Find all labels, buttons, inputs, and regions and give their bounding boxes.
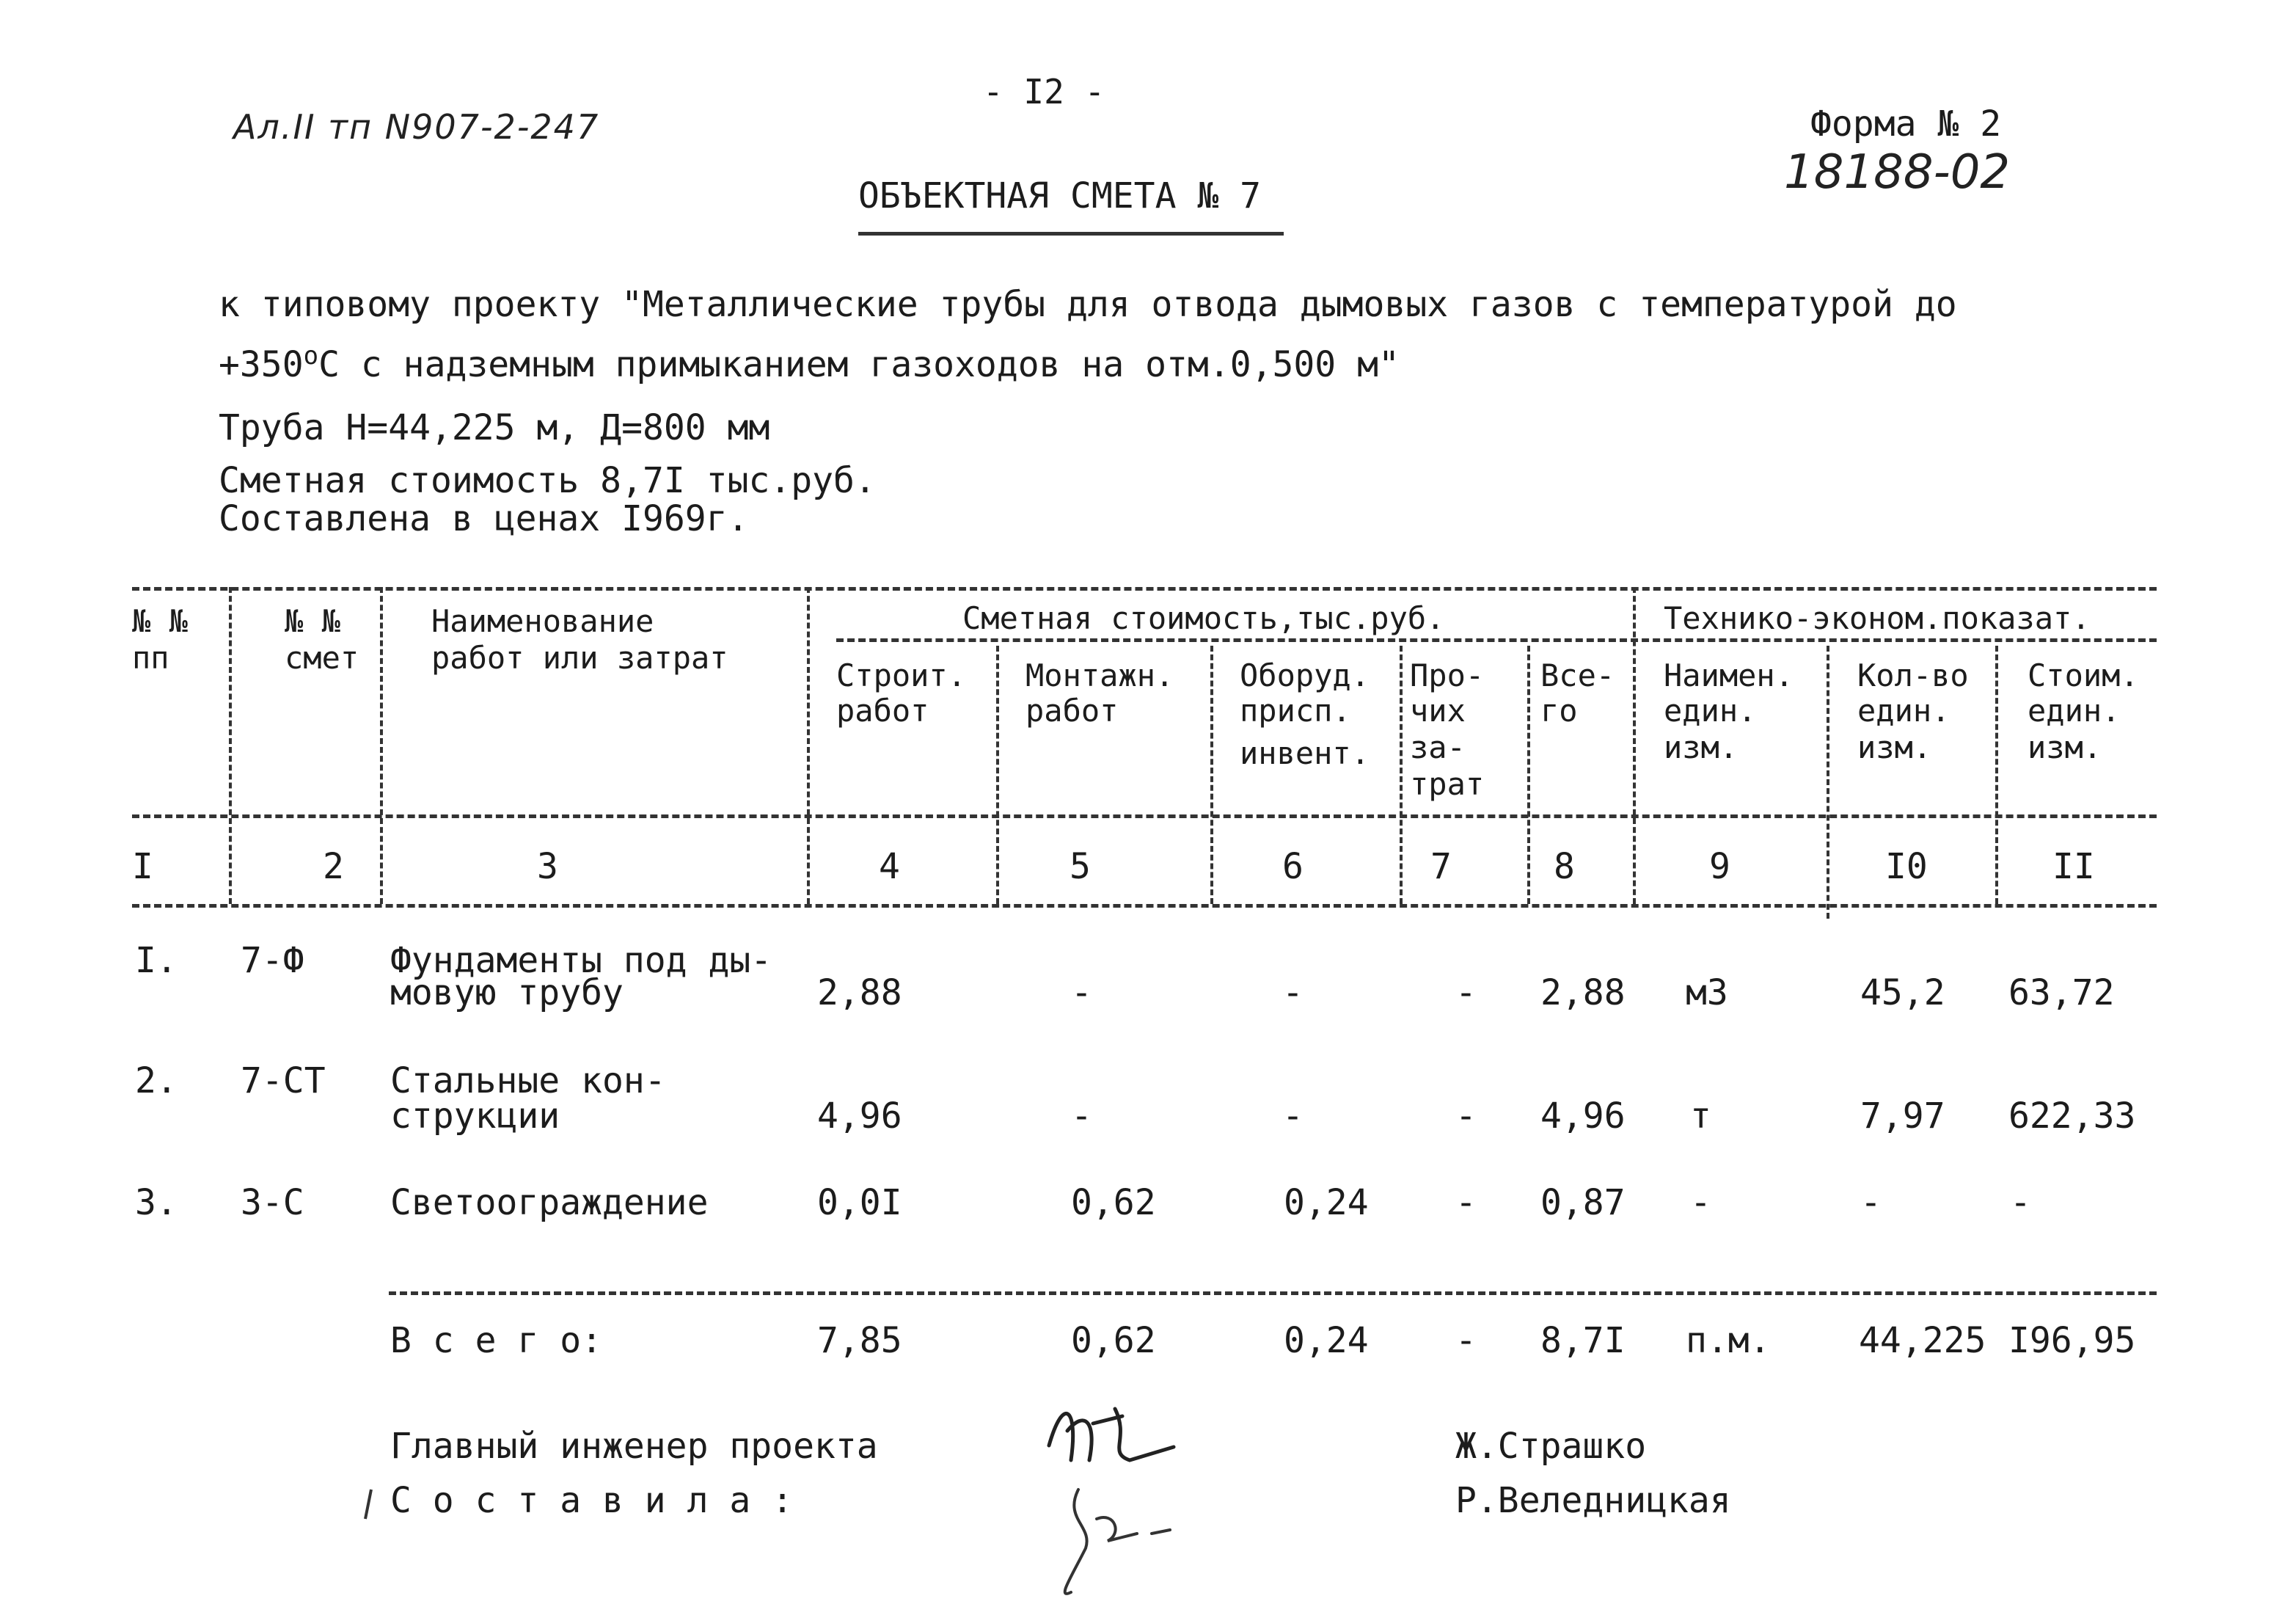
table-row-code: 7-СТ bbox=[241, 1060, 326, 1101]
table-row-name: Фундаменты под ды- bbox=[390, 940, 772, 981]
header-col7-l1: Про- bbox=[1410, 657, 1485, 693]
table-row-num: 3. bbox=[135, 1182, 178, 1223]
chief-engineer-name: Ж.Страшко bbox=[1455, 1426, 1647, 1467]
table-cell-mount: - bbox=[1071, 1096, 1092, 1137]
total-other: - bbox=[1455, 1320, 1477, 1361]
column-number: I0 bbox=[1885, 846, 1928, 887]
column-number: 8 bbox=[1554, 846, 1575, 887]
table-cell-unit: - bbox=[1690, 1182, 1711, 1223]
header-group-cost: Сметная стоимость,тыс.руб. bbox=[962, 600, 1445, 636]
table-row-name: мовую трубу bbox=[390, 972, 624, 1013]
column-number: 5 bbox=[1070, 846, 1091, 887]
col-sep bbox=[807, 587, 810, 904]
compiled-label: С о с т а в и л а : bbox=[390, 1480, 794, 1521]
header-col6-l1: Оборуд. bbox=[1240, 657, 1370, 693]
total-build: 7,85 bbox=[817, 1320, 902, 1361]
title-underline bbox=[858, 232, 1284, 236]
header-col10-l1: Кол-во bbox=[1857, 657, 1969, 693]
header-col9-l3: изм. bbox=[1664, 729, 1739, 765]
header-col11-l1: Стоим. bbox=[2028, 657, 2139, 693]
degree-mark: о bbox=[303, 341, 319, 371]
total-sum: 8,7I bbox=[1540, 1320, 1626, 1361]
table-row-num: I. bbox=[135, 940, 178, 981]
total-unit-cost: I96,95 bbox=[2008, 1320, 2136, 1361]
header-col7-l4: трат bbox=[1410, 766, 1485, 802]
header-col7-l3: за- bbox=[1410, 729, 1466, 765]
handwritten-signature bbox=[1027, 1379, 1218, 1600]
header-group-tech: Технико-эконом.показат. bbox=[1664, 600, 2091, 636]
header-col6-l3: инвент. bbox=[1240, 735, 1370, 771]
group-header-rule bbox=[836, 638, 2157, 642]
header-col3-l2: работ или затрат bbox=[431, 640, 728, 676]
col-sep bbox=[996, 646, 999, 904]
table-cell-equip: - bbox=[1282, 1096, 1304, 1137]
table-row-name: струкции bbox=[390, 1096, 560, 1137]
prices-year: Составлена в ценах I969г. bbox=[219, 498, 749, 539]
table-cell-qty: - bbox=[1860, 1182, 1882, 1223]
col-sep bbox=[1827, 646, 1829, 919]
table-row-code: 7-Ф bbox=[241, 940, 304, 981]
chief-engineer-label: Главный инженер проекта bbox=[390, 1426, 878, 1467]
table-cell-unit-cost: 63,72 bbox=[2008, 972, 2115, 1013]
header-col2-l1: № № bbox=[285, 603, 340, 639]
col-sep bbox=[380, 587, 383, 904]
subtitle-rest: С с надземным примыканием газоходов на отм.0,500 м" bbox=[318, 344, 1400, 385]
column-number: 2 bbox=[323, 846, 344, 887]
margin-pen-mark bbox=[361, 1487, 376, 1523]
col-sep bbox=[1527, 646, 1530, 904]
table-cell-unit-cost: 622,33 bbox=[2008, 1096, 2136, 1137]
column-number: 4 bbox=[879, 846, 900, 887]
table-cell-other: - bbox=[1455, 1182, 1477, 1223]
header-col6-l2: присп. bbox=[1240, 693, 1351, 729]
header-col5-l2: работ bbox=[1025, 693, 1119, 729]
header-col7-l2: чих bbox=[1410, 693, 1466, 729]
table-cell-other: - bbox=[1455, 972, 1477, 1013]
table-cell-build: 0,0I bbox=[817, 1182, 902, 1223]
header-col1-l1: № № bbox=[132, 603, 188, 639]
page-number: - I2 - bbox=[983, 72, 1105, 112]
col-sep bbox=[1995, 646, 1998, 904]
header-col4-l2: работ bbox=[836, 693, 929, 729]
header-col5-l1: Монтажн. bbox=[1025, 657, 1174, 693]
table-row-num: 2. bbox=[135, 1060, 178, 1101]
table-cell-total: 4,96 bbox=[1540, 1096, 1626, 1137]
header-col9-l2: един. bbox=[1664, 693, 1757, 729]
handwritten-reference: Ал.II тп N907-2-247 bbox=[233, 107, 600, 147]
header-col8-l1: Все- bbox=[1540, 657, 1615, 693]
col-sep bbox=[1210, 646, 1213, 904]
column-number: II bbox=[2052, 846, 2095, 887]
table-cell-other: - bbox=[1455, 1096, 1477, 1137]
estimated-cost: Сметная стоимость 8,7I тыс.руб. bbox=[219, 460, 876, 501]
form-label: Форма № 2 bbox=[1810, 103, 2002, 145]
total-unit: п.м. bbox=[1686, 1320, 1771, 1361]
total-label: В с е г о: bbox=[390, 1320, 602, 1361]
form-code: 18188-02 bbox=[1784, 145, 2011, 200]
table-cell-unit: т bbox=[1690, 1096, 1711, 1137]
table-cell-build: 4,96 bbox=[817, 1096, 902, 1137]
column-number: 9 bbox=[1709, 846, 1730, 887]
table-row-code: 3-С bbox=[241, 1182, 304, 1223]
table-cell-equip: 0,24 bbox=[1284, 1182, 1369, 1223]
header-col10-l3: изм. bbox=[1857, 729, 1932, 765]
page-title: ОБЪЕКТНАЯ СМЕТА № 7 bbox=[858, 175, 1262, 216]
col-sep bbox=[1400, 646, 1403, 904]
column-number: I bbox=[132, 846, 153, 887]
table-cell-qty: 45,2 bbox=[1860, 972, 1945, 1013]
table-cell-unit: м3 bbox=[1686, 972, 1728, 1013]
subtitle-temp: +350 bbox=[219, 344, 304, 385]
pipe-info: Труба Н=44,225 м, Д=800 мм bbox=[219, 407, 770, 448]
table-cell-unit-cost: - bbox=[2010, 1182, 2031, 1223]
total-equip: 0,24 bbox=[1284, 1320, 1369, 1361]
header-col3-l1: Наименование bbox=[431, 603, 654, 639]
table-row-name: Светоограждение bbox=[390, 1182, 709, 1223]
compiled-name: Р.Веледницкая bbox=[1455, 1480, 1731, 1521]
total-qty: 44,225 bbox=[1859, 1320, 1986, 1361]
table-cell-mount: 0,62 bbox=[1071, 1182, 1156, 1223]
table-top-rule bbox=[132, 587, 2157, 591]
column-number: 7 bbox=[1430, 846, 1452, 887]
subtitle-line-1: к типовому проекту "Металлические трубы для отвода дымовых газов с температурой до bbox=[219, 284, 1957, 325]
table-cell-mount: - bbox=[1071, 972, 1092, 1013]
column-number: 6 bbox=[1282, 846, 1304, 887]
header-col1-l2: пп bbox=[132, 640, 169, 676]
header-col11-l3: изм. bbox=[2028, 729, 2102, 765]
col-sep bbox=[1633, 587, 1636, 904]
column-number: 3 bbox=[537, 846, 558, 887]
table-cell-total: 2,88 bbox=[1540, 972, 1626, 1013]
header-col10-l2: един. bbox=[1857, 693, 1950, 729]
total-mount: 0,62 bbox=[1071, 1320, 1156, 1361]
table-row-name: Стальные кон- bbox=[390, 1060, 666, 1101]
table-cell-build: 2,88 bbox=[817, 972, 902, 1013]
column-number-rule bbox=[132, 904, 2157, 908]
header-col8-l2: го bbox=[1540, 693, 1578, 729]
header-col11-l2: един. bbox=[2028, 693, 2121, 729]
header-col4-l1: Строит. bbox=[836, 657, 967, 693]
table-cell-qty: 7,97 bbox=[1860, 1096, 1945, 1137]
col-sep bbox=[229, 587, 232, 904]
header-col2-l2: смет bbox=[285, 640, 359, 676]
table-cell-equip: - bbox=[1282, 972, 1304, 1013]
total-rule bbox=[389, 1291, 2157, 1295]
table-cell-total: 0,87 bbox=[1540, 1182, 1626, 1223]
header-bottom-rule bbox=[132, 814, 2157, 818]
subtitle-line-2 bbox=[219, 336, 1400, 384]
header-col9-l1: Наимен. bbox=[1664, 657, 1794, 693]
